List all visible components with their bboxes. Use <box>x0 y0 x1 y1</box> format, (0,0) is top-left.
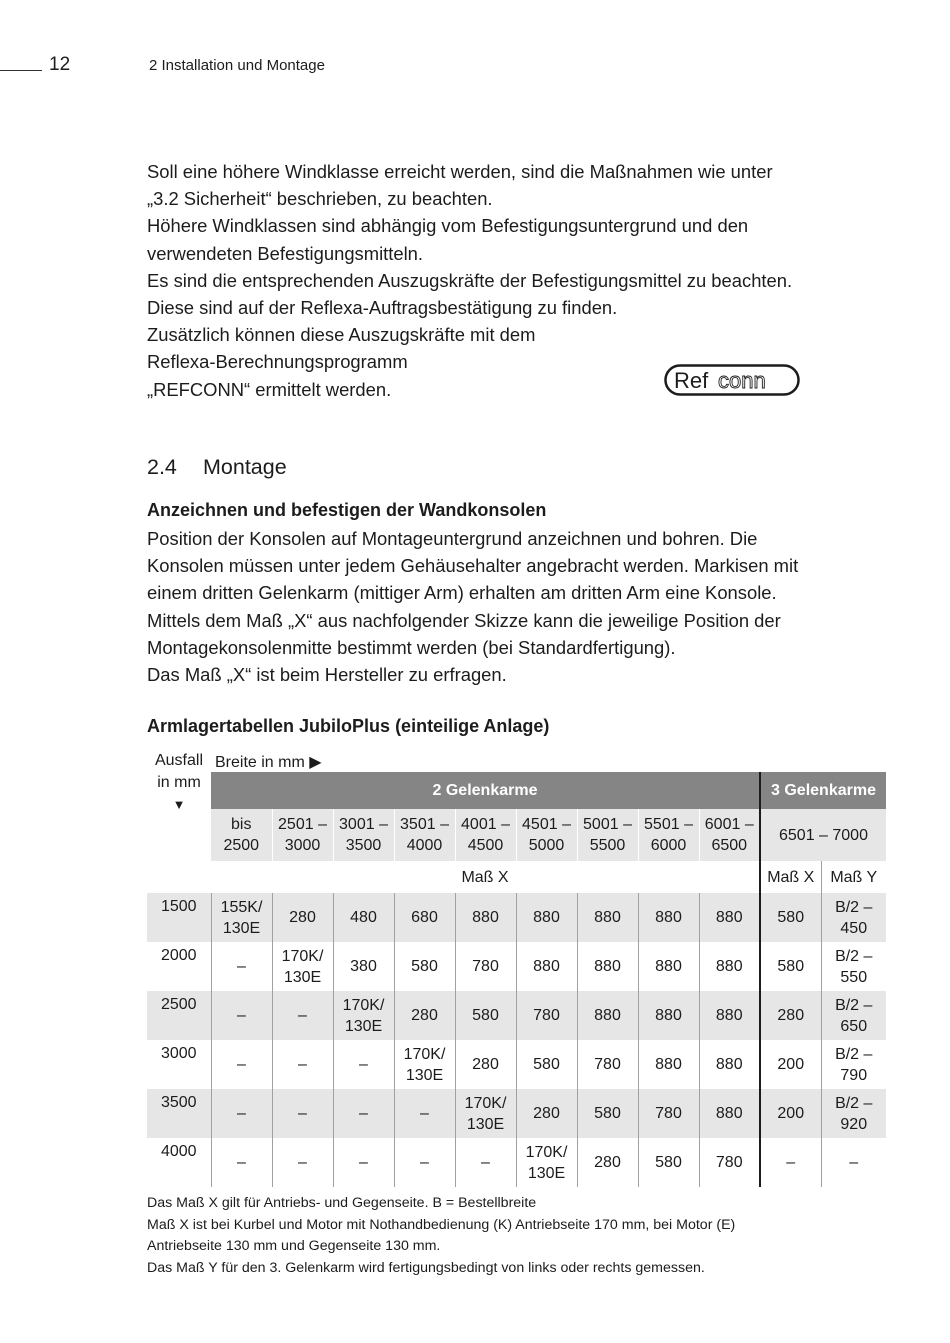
cell-line: 2501 – <box>278 816 327 833</box>
cell-line: 920 <box>840 1115 868 1133</box>
value-cell <box>577 991 638 1040</box>
cell-line: 130E <box>466 1115 505 1133</box>
value-cell <box>455 942 516 991</box>
value-cell <box>638 893 699 942</box>
cell-line: 170K/ <box>403 1045 446 1063</box>
cell-line: 880 <box>594 958 621 975</box>
breite-label: Breite in mm ▶ <box>215 754 322 771</box>
value-cell <box>211 1089 272 1138</box>
mass-y3-value <box>821 893 886 942</box>
cell-line: 880 <box>715 1007 743 1024</box>
cell-line: 3000 <box>284 837 321 854</box>
ausfall-value: 2000 <box>160 947 197 964</box>
table-row <box>147 893 886 942</box>
value-cell <box>272 1138 333 1187</box>
value-cell <box>638 1138 699 1187</box>
width-range-cell <box>577 809 638 861</box>
value-cell <box>333 1138 394 1187</box>
cell-line: 280 <box>594 1154 621 1171</box>
value-cell <box>638 942 699 991</box>
value-cell <box>699 942 760 991</box>
cell-line: 880 <box>655 958 682 975</box>
cell-line: – <box>298 1154 307 1171</box>
cell-line: 5500 <box>589 837 626 854</box>
cell-line: 780 <box>715 1154 743 1171</box>
cell-line: 130E <box>527 1164 566 1182</box>
page-number: 12 <box>49 54 71 75</box>
cell-line: 2500 <box>223 837 260 854</box>
value-cell <box>333 1089 394 1138</box>
ausfall-value: 3500 <box>147 1089 211 1138</box>
text-line: Reflexa-Berechnungsprogramm <box>147 351 408 373</box>
cell-line: 130E <box>405 1066 444 1084</box>
value-cell <box>211 942 272 991</box>
value-cell <box>394 1138 455 1187</box>
text-line: Montagekonsolenmitte bestimmt werden (bei Standardfertigung). <box>147 636 676 658</box>
note-line: Maß X ist bei Kurbel und Motor mit Nothandbedienung (K) Antriebseite 170 mm, bei Motor (E) <box>147 1216 736 1233</box>
cell-line: 170K/ <box>525 1143 568 1161</box>
cell-line: 580 <box>411 958 438 975</box>
table-title: Armlagertabellen JubiloPlus (einteilige Anlage) <box>147 716 550 736</box>
cell-line: 5000 <box>528 837 565 854</box>
cell-line: – <box>237 1007 246 1024</box>
cell-line: 880 <box>655 1007 682 1024</box>
margin-rule <box>0 70 42 71</box>
width-range-cell <box>333 809 394 861</box>
text-line: Höhere Windklassen sind abhängig vom Befestigungsuntergrund und den <box>147 215 749 237</box>
value-cell <box>638 991 699 1040</box>
ausfall-label: Ausfall in mm ▼ <box>147 750 211 816</box>
cell-line: 450 <box>840 919 868 937</box>
mass-y3-label: Maß Y <box>821 861 886 893</box>
value-cell <box>699 1138 760 1187</box>
value-cell <box>699 893 760 942</box>
cell-line: – <box>298 1105 307 1122</box>
cell-line: 130E <box>222 919 261 937</box>
footnotes <box>147 1193 735 1279</box>
mass-x3-value: 280 <box>760 991 821 1040</box>
cell-line: 4000 <box>406 837 443 854</box>
text-line: Konsolen müssen unter jedem Gehäusehalter angebracht werden. Markisen mit <box>147 555 799 577</box>
mass-x-label: Maß X <box>461 868 509 886</box>
cell-line: – <box>237 1056 246 1073</box>
value-cell <box>211 1138 272 1187</box>
width-range-cell <box>516 809 577 861</box>
value-cell <box>394 942 455 991</box>
section-title-text: Montage <box>203 455 287 479</box>
cell-line: 790 <box>840 1066 868 1084</box>
cell-line: – <box>359 1105 368 1122</box>
cell-line: 6001 – <box>704 816 754 833</box>
text-line: einem dritten Gelenkarm (mittiger Arm) erhalten am dritten Arm eine Konsole. <box>147 582 777 604</box>
ausfall-value: 2500 <box>147 991 211 1040</box>
width-range-row <box>147 809 886 861</box>
value-cell <box>516 1040 577 1089</box>
cell-line: 6000 <box>650 837 687 854</box>
text-line: Position der Konsolen auf Montageuntergrund anzeichnen und bohren. Die <box>147 528 758 549</box>
cell-line: – <box>849 1154 859 1171</box>
value-cell <box>516 942 577 991</box>
value-cell <box>699 1089 760 1138</box>
value-cell <box>333 991 394 1040</box>
cell-line: 130E <box>283 968 322 986</box>
logo-text-conn: conn <box>718 368 766 393</box>
cell-line: 880 <box>594 909 621 926</box>
value-cell <box>333 1040 394 1089</box>
section-heading <box>147 455 287 480</box>
armlager-table <box>147 772 886 1187</box>
cell-line: – <box>359 1056 368 1073</box>
value-cell <box>455 1138 516 1187</box>
cell-line: 5001 – <box>583 816 632 833</box>
cell-line: 580 <box>533 1056 560 1073</box>
value-cell <box>272 1089 333 1138</box>
cell-line: 6500 <box>711 837 748 854</box>
cell-line: 580 <box>594 1105 621 1122</box>
cell-line: 680 <box>411 909 438 926</box>
value-cell <box>577 1040 638 1089</box>
cell-line: 4501 – <box>522 816 571 833</box>
cell-line: 880 <box>715 1105 743 1122</box>
text-line: „3.2 Sicherheit“ beschrieben, zu beachten. <box>147 188 493 210</box>
cell-line: 170K/ <box>281 947 324 965</box>
value-cell <box>699 1040 760 1089</box>
cell-line: 3501 – <box>400 816 449 833</box>
cell-line: 280 <box>289 909 316 926</box>
mass-y3-value <box>821 942 886 991</box>
cell-line: 880 <box>472 909 499 926</box>
value-cell <box>333 942 394 991</box>
table-row <box>147 1040 886 1089</box>
text-line: Zusätzlich können diese Auszugskräfte mit dem <box>147 324 536 346</box>
text-line: Diese sind auf der Reflexa-Auftragsbestätigung zu finden. <box>147 297 618 319</box>
width-range-cell <box>699 809 760 861</box>
cell-line: – <box>237 958 246 975</box>
note-line: Antriebseite 130 mm und Gegenseite 130 mm. <box>147 1238 441 1254</box>
value-cell <box>272 893 333 942</box>
value-cell <box>577 1089 638 1138</box>
cell-line: 5501 – <box>644 816 693 833</box>
mass-label-row <box>147 861 886 893</box>
value-cell <box>577 1138 638 1187</box>
cell-line: 650 <box>840 1017 868 1035</box>
cell-line: – <box>359 1154 368 1171</box>
cell-line: 880 <box>715 909 743 926</box>
cell-line: 880 <box>655 1056 682 1073</box>
empty-cell <box>147 809 211 861</box>
value-cell <box>577 942 638 991</box>
value-cell <box>394 991 455 1040</box>
note-line: Das Maß Y für den 3. Gelenkarm wird fertigungsbedingt von links oder rechts gemessen. <box>147 1259 705 1276</box>
cell-line: B/2 – <box>835 996 873 1014</box>
cell-line: – <box>481 1154 490 1171</box>
ausfall-value: 3000 <box>160 1045 197 1062</box>
cell-line: 780 <box>472 958 499 975</box>
cell-line: bis <box>231 816 252 833</box>
table-row <box>147 991 886 1040</box>
empty-cell <box>147 772 211 809</box>
cell-line: B/2 – <box>835 1094 873 1112</box>
cell-line: 380 <box>350 958 377 975</box>
value-cell <box>699 991 760 1040</box>
value-cell <box>272 942 333 991</box>
subheading: Anzeichnen und befestigen der Wandkonsolen <box>147 500 547 520</box>
text-line: Das Maß „X“ ist beim Hersteller zu erfragen. <box>147 664 507 686</box>
cell-line: – <box>420 1105 429 1122</box>
cell-line: – <box>298 1007 307 1024</box>
width-range-cell <box>394 809 455 861</box>
down-triangle-icon: ▼ <box>172 797 186 812</box>
mass-x3-value: 580 <box>760 893 821 942</box>
mass-x3-label: Maß X <box>760 861 821 893</box>
cell-line: 4001 – <box>461 816 510 833</box>
cell-line: 880 <box>715 958 743 975</box>
ausfall-value: 1500 <box>147 893 211 942</box>
text-line: verwendeten Befestigungsmitteln. <box>147 242 424 264</box>
cell-line: 880 <box>655 909 682 926</box>
ausfall-value: 4000 <box>160 1143 197 1160</box>
cell-line: 4500 <box>467 837 504 854</box>
mass-y3-value <box>821 991 886 1040</box>
cell-line: B/2 – <box>835 1045 873 1063</box>
refconn-logo <box>664 364 800 396</box>
group-header-row <box>147 772 886 809</box>
group-2-gelenkarme: 2 Gelenkarme <box>211 772 760 809</box>
value-cell <box>516 1089 577 1138</box>
cell-line: 155K/ <box>220 898 263 916</box>
cell-line: 480 <box>350 909 377 926</box>
value-cell <box>577 893 638 942</box>
cell-line: 3500 <box>345 837 382 854</box>
cell-line: 280 <box>411 1007 438 1024</box>
logo-text-ref: Ref <box>674 368 709 393</box>
value-cell <box>638 1040 699 1089</box>
cell-line: B/2 – <box>835 947 873 965</box>
cell-line: – <box>420 1154 429 1171</box>
text-line: Mittels dem Maß „X“ aus nachfolgender Skizze kann die jeweilige Position der <box>147 609 781 631</box>
table-row <box>147 942 886 991</box>
cell-line: – <box>237 1154 246 1171</box>
mass-y3-value <box>821 1089 886 1138</box>
cell-line: 780 <box>655 1105 682 1122</box>
cell-line: 3001 – <box>339 816 388 833</box>
body-paragraph <box>147 525 847 688</box>
cell-line: 170K/ <box>464 1094 507 1112</box>
cell-line: 130E <box>344 1017 383 1035</box>
value-cell <box>211 893 272 942</box>
value-cell <box>211 991 272 1040</box>
width-range-cell <box>211 809 272 861</box>
table-row <box>147 1138 886 1187</box>
section-number: 2.4 <box>147 455 177 479</box>
cell-line: 550 <box>840 968 868 986</box>
mass-y3-value <box>821 1138 886 1187</box>
width-range-3-cell: 6501 – 7000 <box>760 809 886 861</box>
running-head: 2 Installation und Montage <box>149 57 325 74</box>
value-cell <box>638 1089 699 1138</box>
note-line: Das Maß X gilt für Antriebs- und Gegenseite. B = Bestellbreite <box>147 1195 537 1211</box>
value-cell <box>516 991 577 1040</box>
cell-line: 880 <box>533 958 560 975</box>
value-cell <box>272 991 333 1040</box>
value-cell <box>394 1040 455 1089</box>
table-row <box>147 1089 886 1138</box>
value-cell <box>516 1138 577 1187</box>
mass-x3-value: – <box>760 1138 821 1187</box>
value-cell <box>455 1040 516 1089</box>
width-range-cell <box>455 809 516 861</box>
cell-line: 580 <box>655 1154 682 1171</box>
mass-x3-value: 200 <box>760 1040 821 1089</box>
cell-line: – <box>298 1056 307 1073</box>
value-cell <box>516 893 577 942</box>
cell-line: – <box>237 1105 246 1122</box>
mass-x3-value: 580 <box>760 942 821 991</box>
value-cell <box>455 1089 516 1138</box>
cell-line: 580 <box>472 1007 499 1024</box>
width-range-cell <box>272 809 333 861</box>
mass-x3-value: 200 <box>760 1089 821 1138</box>
cell-line: 880 <box>715 1056 743 1073</box>
text-line: Es sind die entsprechenden Auszugskräfte der Befestigungsmittel zu beachten. <box>147 269 793 291</box>
cell-line: 780 <box>533 1007 560 1024</box>
value-cell <box>272 1040 333 1089</box>
cell-line: 280 <box>472 1056 499 1073</box>
value-cell <box>394 1089 455 1138</box>
group-3-gelenkarme: 3 Gelenkarme <box>760 772 886 809</box>
width-range-cell <box>638 809 699 861</box>
empty-cell <box>147 861 211 893</box>
cell-line: 880 <box>533 909 560 926</box>
cell-line: B/2 – <box>835 898 873 916</box>
text-line: „REFCONN“ ermittelt werden. <box>147 378 392 400</box>
cell-line: 280 <box>533 1105 560 1122</box>
value-cell <box>333 893 394 942</box>
value-cell <box>394 893 455 942</box>
value-cell <box>455 893 516 942</box>
cell-line: 780 <box>594 1056 621 1073</box>
mass-y3-value <box>821 1040 886 1089</box>
cell-line: 880 <box>594 1007 621 1024</box>
value-cell <box>211 1040 272 1089</box>
text-line: Soll eine höhere Windklasse erreicht werden, sind die Maßnahmen wie unter <box>147 161 773 182</box>
cell-line: 170K/ <box>342 996 385 1014</box>
value-cell <box>455 991 516 1040</box>
